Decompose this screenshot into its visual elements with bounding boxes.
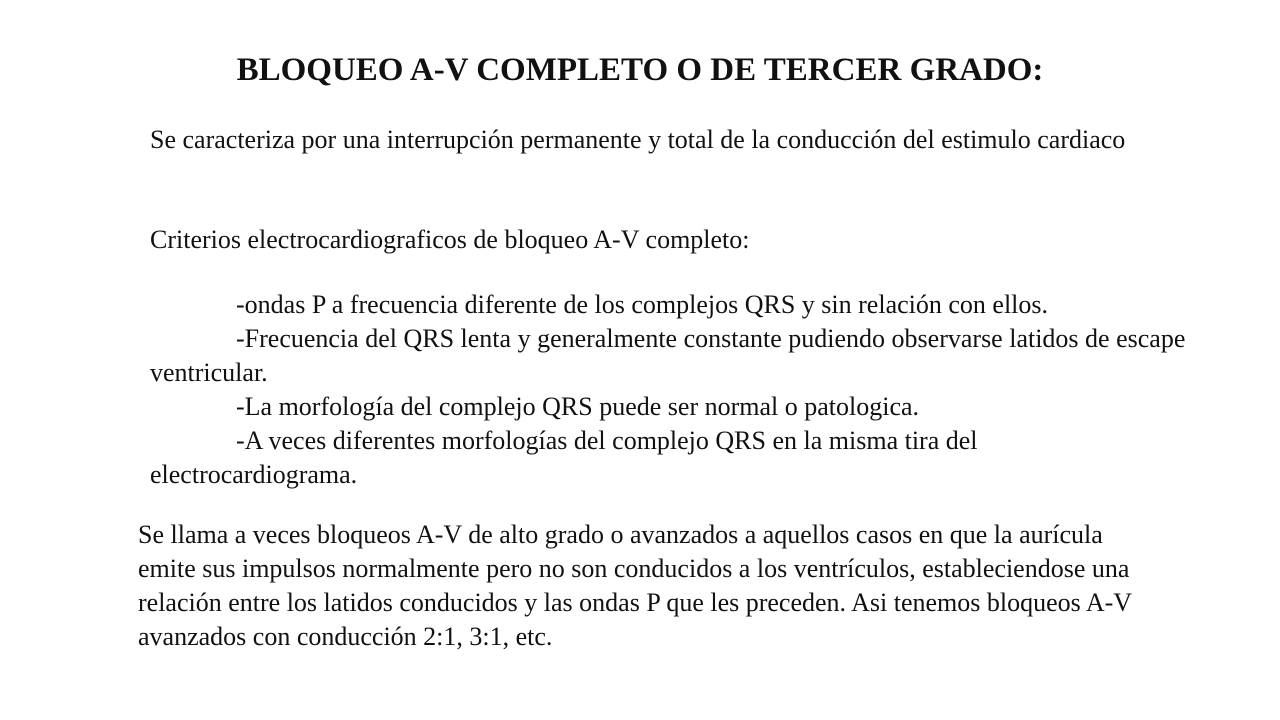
closing-paragraph: Se llama a veces bloqueos A-V de alto grado o avanzados a aquellos casos en que la aurícula emite sus impulsos normalmente pero no son conducidos a los ventrículos, estableciendose una relación entre los latidos conducidos y las ondas P que les preceden. Asi tenemos bloqueos A-V avanzados con conducción 2:1, 3:1, etc.: [138, 520, 1132, 651]
page-title: BLOQUEO A-V COMPLETO O DE TERCER GRADO:: [236, 52, 1044, 88]
criterion-item: -La morfología del complejo QRS puede ser normal o patologica.: [236, 392, 920, 421]
criterion-item: -Frecuencia del QRS lenta y generalmente constante pudiendo observarse latidos de escape ventricular.: [150, 324, 1186, 387]
criterion-item: -ondas P a frecuencia diferente de los complejos QRS y sin relación con ellos.: [236, 290, 1049, 319]
criteria-list: [150, 288, 1190, 492]
criteria-heading: Criterios electrocardiograficos de bloqueo A-V completo:: [150, 225, 750, 254]
intro-paragraph: Se caracteriza por una interrupción permanente y total de la conducción del estimulo cardiaco: [150, 125, 1126, 154]
criterion-item: -A veces diferentes morfologías del complejo QRS en la misma tira del electrocardiograma.: [150, 426, 978, 489]
